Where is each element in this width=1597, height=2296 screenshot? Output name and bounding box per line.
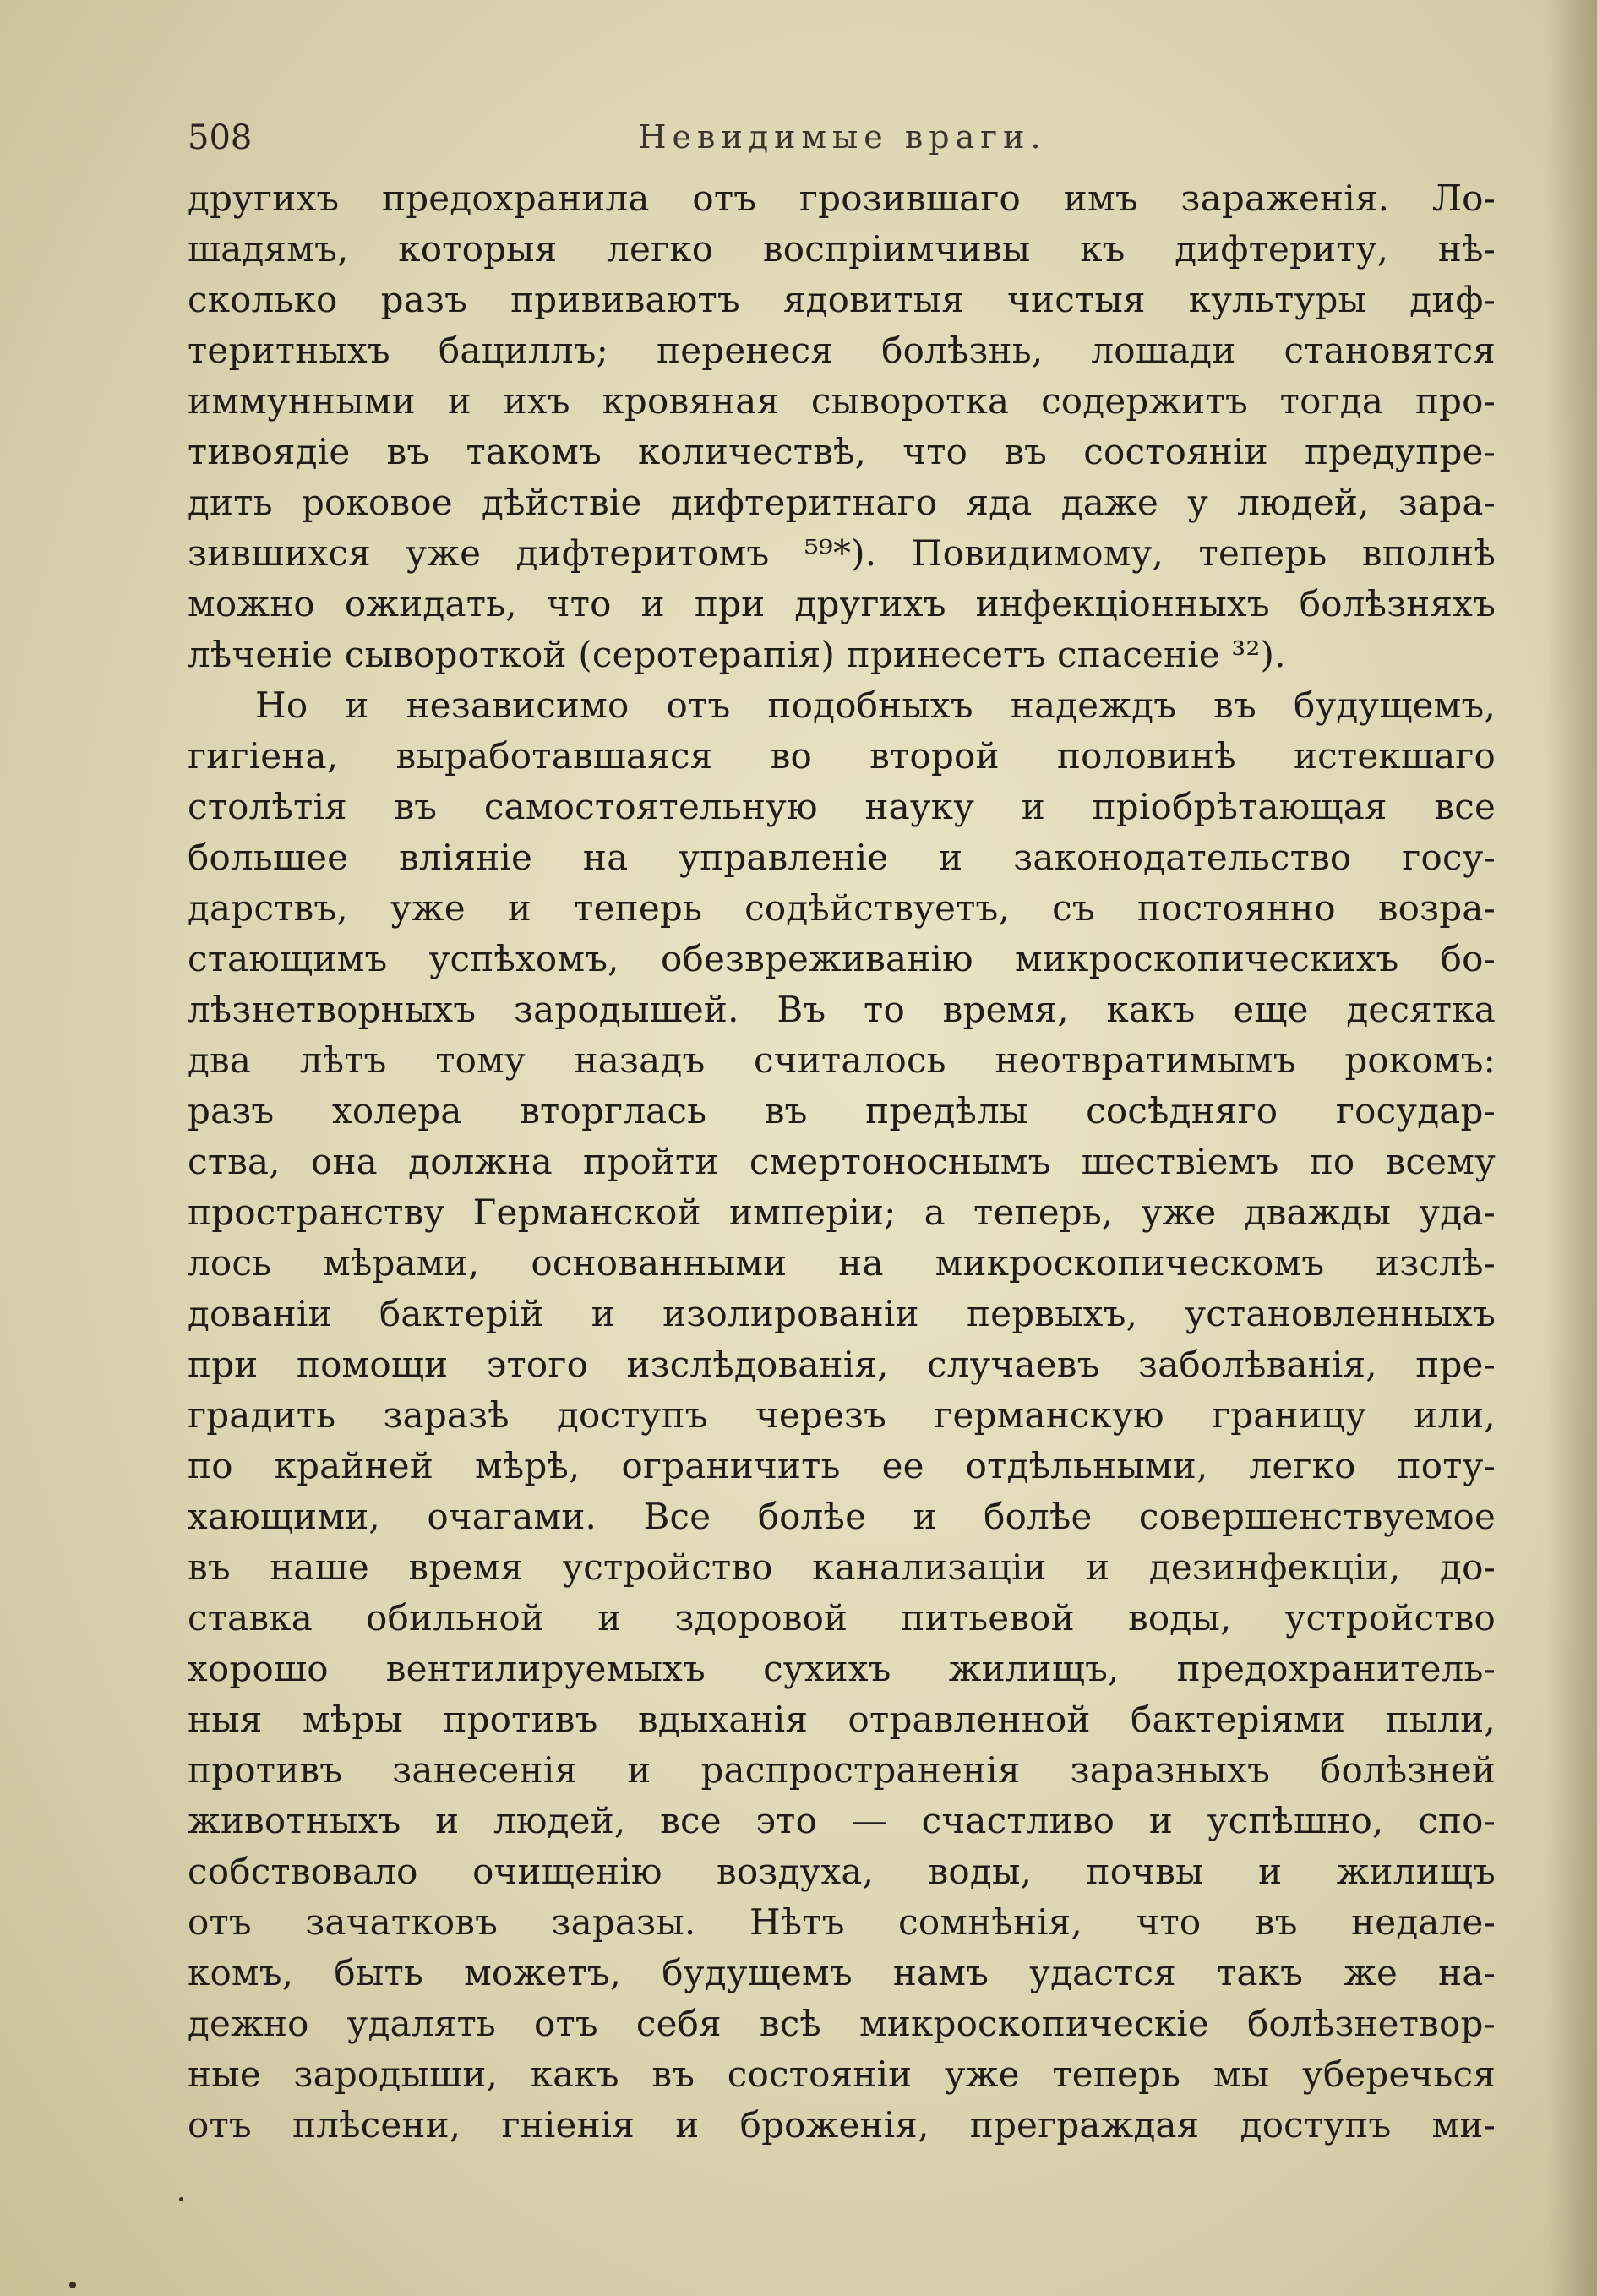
- text-line: гигіена, выработавшаяся во второй половинѣ истекшаго: [188, 735, 1496, 777]
- text-line: большее вліяніе на управленіе и законодательство госу-: [188, 837, 1496, 878]
- text-line: собствовало очищенію воздуха, воды, почвы и жилищъ: [188, 1851, 1496, 1892]
- text-line: градить заразѣ доступъ черезъ германскую границу или,: [188, 1394, 1496, 1436]
- text-line: пространству Германской имперіи; а теперь, уже дважды уда-: [188, 1192, 1496, 1233]
- text-line: столѣтія въ самостоятельную науку и пріобрѣтающая все: [188, 786, 1496, 827]
- paper-speck: [69, 2282, 76, 2288]
- paragraph-1: [188, 173, 1496, 680]
- text-line: отъ плѣсени, гніенія и броженія, преграждая доступъ ми-: [188, 2104, 1496, 2146]
- text-line: лось мѣрами, основанными на микроскопическомъ изслѣ-: [188, 1242, 1496, 1284]
- text-line: другихъ предохранила отъ грозившаго имъ зараженія. Ло-: [188, 177, 1496, 219]
- text-line: ства, она должна пройти смертоноснымъ шествіемъ по всему: [188, 1141, 1496, 1182]
- text-line: въ наше время устройство канализаціи и дезинфекціи, до-: [188, 1546, 1496, 1588]
- text-line: противъ занесенія и распространенія заразныхъ болѣзней: [188, 1749, 1496, 1791]
- text-line: зившихся уже дифтеритомъ ⁵⁹*). Повидимому, теперь вполнѣ: [188, 532, 1496, 574]
- text-line: тивоядіе въ такомъ количествѣ, что въ состояніи предупре-: [188, 431, 1496, 472]
- text-line: отъ зачатковъ заразы. Нѣтъ сомнѣнія, что въ недале-: [188, 1901, 1496, 1943]
- text-line: дить роковое дѣйствіе дифтеритнаго яда даже у людей, зара-: [188, 482, 1496, 523]
- text-line: разъ холера вторглась въ предѣлы сосѣдняго государ-: [188, 1090, 1496, 1132]
- body-text: [188, 173, 1496, 2151]
- text-line: дованіи бактерій и изолированіи первыхъ, установленныхъ: [188, 1293, 1496, 1334]
- text-line: дежно удалять отъ себя всѣ микроскопическіе болѣзнетвор-: [188, 2003, 1496, 2044]
- text-line: хающими, очагами. Все болѣе и болѣе совершенствуемое: [188, 1496, 1496, 1537]
- text-line: два лѣтъ тому назадъ считалось неотвратимымъ рокомъ:: [188, 1039, 1496, 1081]
- page-edge-shadow: [1546, 0, 1597, 2296]
- text-line: можно ожидать, что и при другихъ инфекціонныхъ болѣзняхъ: [188, 583, 1496, 624]
- text-line: шадямъ, которыя легко воспріимчивы къ дифтериту, нѣ-: [188, 228, 1496, 270]
- text-line: ные зародыши, какъ въ состояніи уже теперь мы уберечься: [188, 2053, 1496, 2095]
- page-header: [188, 118, 1497, 169]
- page-number: 508: [188, 118, 253, 157]
- text-line: сколько разъ прививаютъ ядовитыя чистыя культуры диф-: [188, 279, 1496, 320]
- text-line: лѣзнетворныхъ зародышей. Въ то время, какъ еще десятка: [188, 989, 1496, 1030]
- text-line: по крайней мѣрѣ, ограничить ее отдѣльными, легко поту-: [188, 1445, 1496, 1486]
- text-line: теритныхъ бациллъ; перенеся болѣзнь, лошади становятся: [188, 330, 1496, 371]
- text-line: ставка обильной и здоровой питьевой воды, устройство: [188, 1597, 1496, 1639]
- text-line: комъ, быть можетъ, будущемъ намъ удастся такъ же на-: [188, 1952, 1496, 1993]
- paper-speck: [179, 2197, 183, 2201]
- text-line: дарствъ, уже и теперь содѣйствуетъ, съ постоянно возра-: [188, 887, 1496, 929]
- text-line: иммунными и ихъ кровяная сыворотка содержитъ тогда про-: [188, 380, 1496, 422]
- text-line: лѣченіе сывороткой (серотерапія) принесетъ спасеніе ³²).: [188, 634, 1286, 675]
- text-line: ныя мѣры противъ вдыханія отравленной бактеріями пыли,: [188, 1699, 1496, 1740]
- text-line: хорошо вентилируемыхъ сухихъ жилищъ, предохранитель-: [188, 1648, 1496, 1689]
- text-line: при помощи этого изслѣдованія, случаевъ заболѣванія, пре-: [188, 1344, 1496, 1385]
- text-line: Но и независимо отъ подобныхъ надеждъ въ будущемъ,: [255, 684, 1496, 726]
- paragraph-2: [188, 680, 1496, 2151]
- text-line: животныхъ и людей, все это — счастливо и успѣшно, спо-: [188, 1800, 1496, 1841]
- running-title: Невидимые враги.: [638, 118, 1047, 155]
- text-line: стающимъ успѣхомъ, обезвреживанію микроскопическихъ бо-: [188, 938, 1496, 979]
